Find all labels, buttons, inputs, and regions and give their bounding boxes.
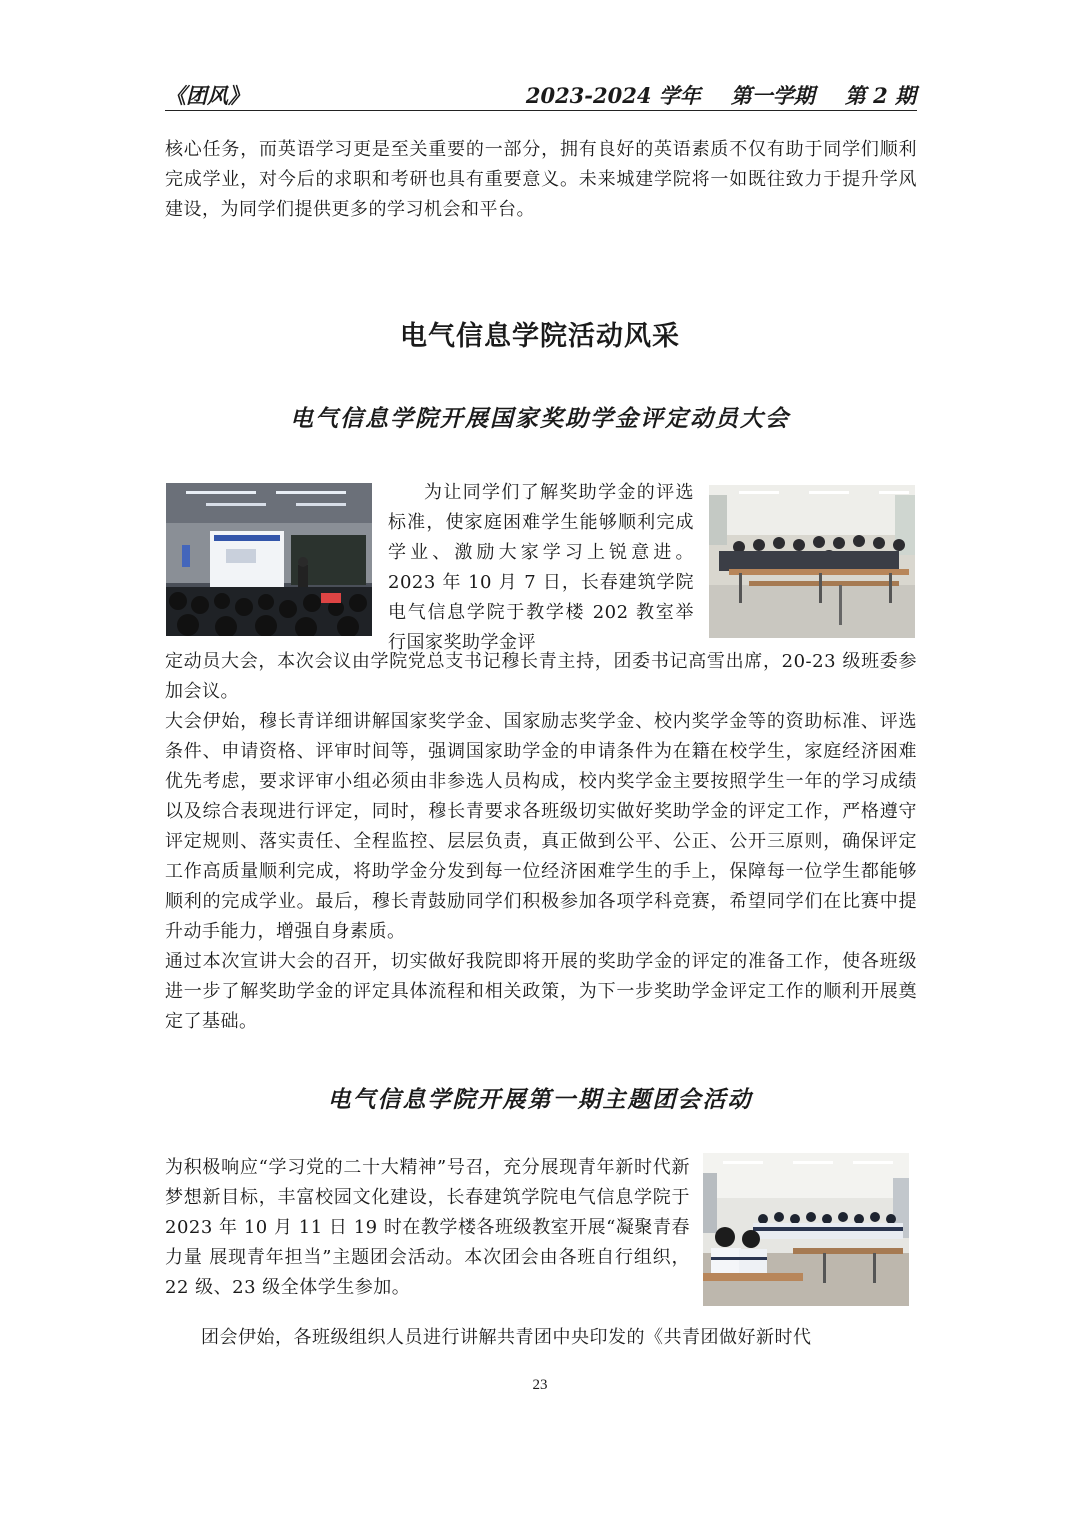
section-title: 电气信息学院活动风采: [400, 321, 680, 352]
intro-text: 核心任务，而英语学习更是至关重要的一部分，拥有良好的英语素质不仅有助于同学们顺利完成学业，对今后的求职和考研也具有重要意义。未来城建学院将一如既往致力于提升学风建设，为同学们提供更多的学习机会和平台。: [165, 139, 917, 220]
meeting-photo: [166, 483, 372, 636]
page-number: 23: [532, 1377, 548, 1393]
journal-title: 《团风》: [165, 83, 249, 108]
article1-body: [165, 647, 917, 1037]
article2-paragraph-1: 为积极响应“学习党的二十大精神”号召，充分展现青年新时代新梦想新目标，丰富校园文化建设，长春建筑学院电气信息学院于 2023 年 10 月 11 日 19 时在教学楼各班级教室开展“凝聚青春力量 展现青年担当”主题团会活动。本次团会由各班自行组织，22 级、23 级全体学生参加。: [165, 1157, 690, 1298]
classroom-photo: [709, 485, 915, 638]
school-year: 2023-2024 学年: [525, 83, 701, 108]
issue-number: 第 2 期: [844, 83, 916, 108]
intro-paragraph: [165, 135, 917, 225]
league-meeting-photo: [703, 1153, 909, 1306]
header-rule: [165, 110, 917, 111]
issue-info: [526, 80, 916, 110]
article2-title: 电气信息学院开展第一期主题团会活动: [327, 1087, 753, 1113]
article1-lead: [388, 478, 694, 658]
article1-lead-continued: 定动员大会，本次会议由学院党总支书记穆长青主持，团委书记高雪出席，20-23 级班委参加会议。: [165, 651, 917, 702]
term: 第一学期: [730, 83, 815, 108]
article2-intro: [165, 1153, 690, 1303]
article1-paragraph-3: 通过本次宣讲大会的召开，切实做好我院即将开展的奖助学金的评定的准备工作，使各班级进一步了解奖助学金的评定具体流程和相关政策，为下一步奖助学金评定工作的顺利开展奠定了基础。: [165, 951, 917, 1032]
article2-paragraph-2: 团会伊始，各班级组织人员进行讲解共青团中央印发的《共青团做好新时代: [201, 1327, 812, 1348]
article2-body: [165, 1323, 917, 1353]
article1-paragraph-2: 大会伊始，穆长青详细讲解国家奖学金、国家励志奖学金、校内奖学金等的资助标准、评选条件、申请资格、评审时间等，强调国家助学金的申请条件为在籍在校学生，家庭经济困难优先考虑，要求评审小组必须由非参选人员构成，校内奖学金主要按照学生一年的学习成绩以及综合表现进行评定，同时，穆长青要求各班级切实做好奖助学金的评定工作，严格遵守评定规则、落实责任、全程监控、层层负责，真正做到公平、公正、公开三原则，确保评定工作高质量顺利完成，将助学金分发到每一位经济困难学生的手上，保障每一位学生都能够顺利的完成学业。最后，穆长青鼓励同学们积极参加各项学科竞赛，希望同学们在比赛中提升动手能力，增强自身素质。: [165, 711, 917, 942]
article1-title: 电气信息学院开展国家奖助学金评定动员大会: [290, 406, 790, 432]
article1-lead-text: 为让同学们了解奖助学金的评选标准，使家庭困难学生能够顺利完成学业、激励大家学习上锐意进。2023 年 10 月 7 日，长春建筑学院电气信息学院于教学楼 202 教室举行国家奖助学金评: [388, 482, 694, 653]
